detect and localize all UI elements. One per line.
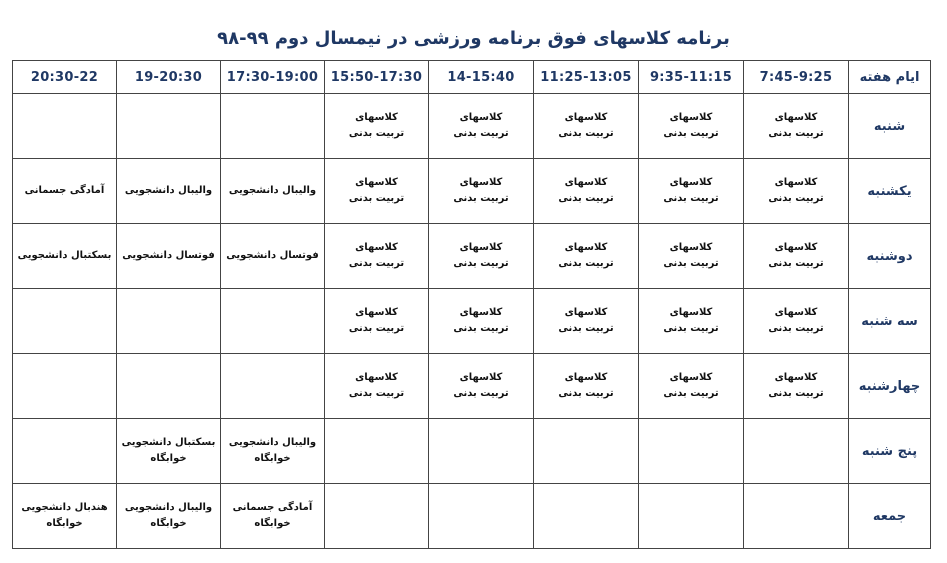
class-cell — [429, 289, 534, 354]
class-cell-line2: تربیت بدنی — [348, 128, 405, 139]
schedule-table — [12, 60, 931, 549]
class-cell-line2: تربیت بدنی — [453, 258, 509, 269]
class-cell-line2: تربیت بدنی — [453, 128, 509, 139]
class-cell — [744, 224, 849, 289]
activity-name: فوتسال دانشجویی — [226, 250, 319, 261]
class-cell-line1: کلاسهای — [774, 372, 818, 383]
activity-cell — [117, 289, 221, 354]
activity-cell — [13, 419, 117, 484]
activity-name: آمادگی جسمانی — [232, 502, 313, 513]
class-cell-line1: کلاسهای — [669, 177, 713, 188]
header-time: 9:35-11:15 — [639, 61, 744, 94]
empty-cell — [744, 484, 849, 549]
header-time: 15:50-17:30 — [325, 61, 429, 94]
class-cell-line1: کلاسهای — [564, 372, 608, 383]
activity-cell — [221, 419, 325, 484]
class-cell-line1: کلاسهای — [774, 242, 818, 253]
activity-cell — [13, 289, 117, 354]
activity-location: خوابگاه — [254, 518, 291, 529]
header-time: 20:30-22 — [13, 61, 117, 94]
activity-name: بسکتبال دانشجویی — [17, 250, 112, 261]
class-cell-line2: تربیت بدنی — [558, 388, 614, 399]
table-row — [13, 484, 931, 549]
class-cell-line1: کلاسهای — [774, 177, 818, 188]
header-time: 17:30-19:00 — [221, 61, 325, 94]
class-cell — [429, 94, 534, 159]
class-cell-line2: تربیت بدنی — [768, 388, 824, 399]
class-cell-line1: کلاسهای — [459, 177, 503, 188]
activity-name: آمادگی جسمانی — [24, 185, 105, 196]
class-cell-line2: تربیت بدنی — [558, 128, 614, 139]
activity-location: خوابگاه — [254, 453, 291, 464]
class-cell — [534, 354, 639, 419]
day-cell: یکشنبه — [849, 159, 931, 224]
class-cell-line2: تربیت بدنی — [453, 323, 509, 334]
class-cell-line2: تربیت بدنی — [663, 388, 719, 399]
activity-cell — [221, 94, 325, 159]
class-cell-line2: تربیت بدنی — [663, 258, 719, 269]
class-cell — [744, 94, 849, 159]
class-cell-line1: کلاسهای — [355, 177, 398, 188]
table-row — [13, 289, 931, 354]
class-cell — [639, 94, 744, 159]
class-cell-line2: تربیت بدنی — [663, 128, 719, 139]
class-cell — [639, 354, 744, 419]
empty-cell — [534, 484, 639, 549]
header-time: 14-15:40 — [429, 61, 534, 94]
empty-cell — [325, 419, 429, 484]
activity-cell — [117, 484, 221, 549]
activity-cell — [221, 159, 325, 224]
class-cell — [639, 159, 744, 224]
activity-cell — [13, 484, 117, 549]
class-cell-line2: تربیت بدنی — [558, 258, 614, 269]
class-cell — [325, 159, 429, 224]
activity-location: خوابگاه — [150, 453, 187, 464]
class-cell — [429, 224, 534, 289]
activity-name: والیبال دانشجویی — [228, 437, 317, 448]
class-cell-line1: کلاسهای — [459, 307, 503, 318]
header-time: 7:45-9:25 — [744, 61, 849, 94]
class-cell — [639, 289, 744, 354]
class-cell-line1: کلاسهای — [459, 372, 503, 383]
activity-cell — [221, 224, 325, 289]
empty-cell — [534, 419, 639, 484]
empty-cell — [639, 484, 744, 549]
activity-cell — [221, 354, 325, 419]
empty-cell — [639, 419, 744, 484]
activity-cell — [117, 419, 221, 484]
activity-cell — [117, 159, 221, 224]
class-cell-line1: کلاسهای — [669, 372, 713, 383]
activity-name: فوتسال دانشجویی — [122, 250, 215, 261]
class-cell-line2: تربیت بدنی — [453, 193, 509, 204]
class-cell-line1: کلاسهای — [564, 242, 608, 253]
class-cell — [534, 94, 639, 159]
day-cell: چهارشنبه — [849, 354, 931, 419]
class-cell-line2: تربیت بدنی — [348, 388, 405, 399]
activity-cell — [221, 484, 325, 549]
header-time: 11:25-13:05 — [534, 61, 639, 94]
class-cell-line1: کلاسهای — [669, 242, 713, 253]
day-cell: سه شنبه — [849, 289, 931, 354]
day-cell: دوشنبه — [849, 224, 931, 289]
class-cell — [534, 159, 639, 224]
class-cell — [744, 159, 849, 224]
class-cell-line2: تربیت بدنی — [348, 323, 405, 334]
class-cell — [325, 354, 429, 419]
activity-cell — [13, 224, 117, 289]
class-cell-line1: کلاسهای — [774, 112, 818, 123]
activity-name: والیبال دانشجویی — [124, 502, 213, 513]
activity-cell — [13, 354, 117, 419]
class-cell-line2: تربیت بدنی — [768, 128, 824, 139]
class-cell-line2: تربیت بدنی — [558, 193, 614, 204]
class-cell-line2: تربیت بدنی — [768, 193, 824, 204]
activity-name: بسکتبال دانشجویی — [121, 437, 216, 448]
class-cell-line1: کلاسهای — [669, 112, 713, 123]
class-cell-line1: کلاسهای — [355, 112, 398, 123]
day-cell: پنج شنبه — [849, 419, 931, 484]
empty-cell — [325, 484, 429, 549]
class-cell-line2: تربیت بدنی — [348, 193, 405, 204]
page-title: برنامه کلاسهای فوق برنامه ورزشی در نیمسال دوم ۹۹-۹۸ — [217, 28, 730, 49]
activity-cell — [221, 289, 325, 354]
class-cell — [325, 289, 429, 354]
class-cell-line2: تربیت بدنی — [663, 323, 719, 334]
activity-cell — [117, 224, 221, 289]
class-cell-line2: تربیت بدنی — [663, 193, 719, 204]
class-cell — [534, 289, 639, 354]
table-row — [13, 224, 931, 289]
class-cell-line1: کلاسهای — [669, 307, 713, 318]
class-cell — [744, 289, 849, 354]
class-cell — [639, 224, 744, 289]
activity-cell — [13, 159, 117, 224]
activity-name: هندبال دانشجویی — [21, 502, 108, 513]
class-cell — [744, 354, 849, 419]
day-cell: شنبه — [849, 94, 931, 159]
class-cell-line1: کلاسهای — [564, 307, 608, 318]
class-cell — [325, 224, 429, 289]
class-cell — [429, 354, 534, 419]
table-row — [13, 354, 931, 419]
activity-location: خوابگاه — [150, 518, 187, 529]
day-cell: جمعه — [849, 484, 931, 549]
activity-location: خوابگاه — [46, 518, 83, 529]
class-cell-line2: تربیت بدنی — [453, 388, 509, 399]
class-cell — [325, 94, 429, 159]
table-row — [13, 419, 931, 484]
class-cell-line2: تربیت بدنی — [558, 323, 614, 334]
class-cell-line2: تربیت بدنی — [348, 258, 405, 269]
empty-cell — [429, 419, 534, 484]
class-cell-line2: تربیت بدنی — [768, 323, 824, 334]
table-row — [13, 94, 931, 159]
empty-cell — [429, 484, 534, 549]
header-day: ایام هفته — [849, 61, 931, 94]
activity-name: والیبال دانشجویی — [228, 185, 317, 196]
class-cell-line2: تربیت بدنی — [768, 258, 824, 269]
class-cell-line1: کلاسهای — [564, 177, 608, 188]
activity-cell — [117, 354, 221, 419]
class-cell-line1: کلاسهای — [564, 112, 608, 123]
class-cell-line1: کلاسهای — [459, 242, 503, 253]
class-cell-line1: کلاسهای — [355, 242, 398, 253]
class-cell — [534, 224, 639, 289]
activity-cell — [13, 94, 117, 159]
class-cell-line1: کلاسهای — [355, 372, 398, 383]
class-cell-line1: کلاسهای — [355, 307, 398, 318]
header-time: 19-20:30 — [117, 61, 221, 94]
header-row — [13, 61, 931, 94]
activity-name: والیبال دانشجویی — [124, 185, 213, 196]
class-cell-line1: کلاسهای — [459, 112, 503, 123]
class-cell — [429, 159, 534, 224]
activity-cell — [117, 94, 221, 159]
empty-cell — [744, 419, 849, 484]
table-row — [13, 159, 931, 224]
class-cell-line1: کلاسهای — [774, 307, 818, 318]
